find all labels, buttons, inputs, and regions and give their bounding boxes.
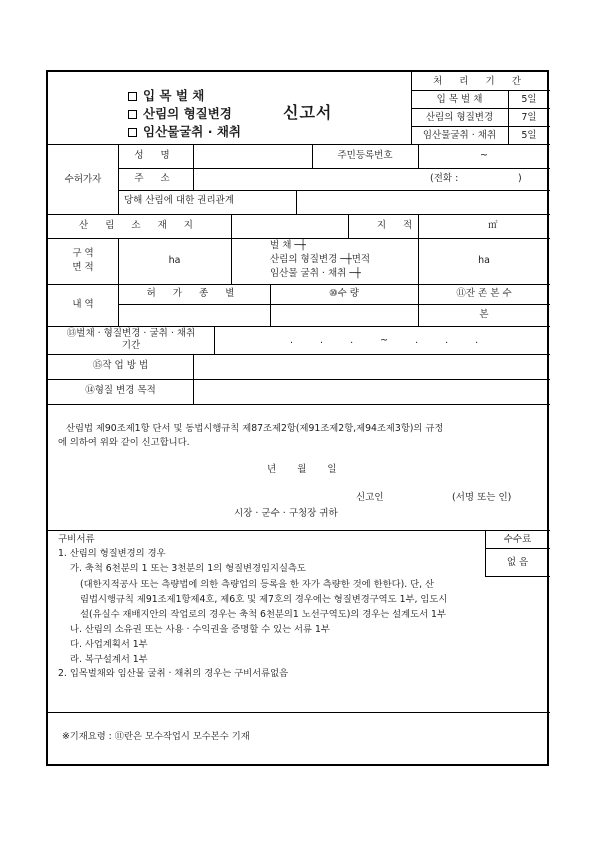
period-label-1: ⑬벌채 · 형질변경 · 굴취 · 채취 xyxy=(66,328,196,339)
checkbox xyxy=(128,128,137,137)
sign-label: (서명 또는 인) xyxy=(452,492,512,503)
fee-label: 수수료 xyxy=(503,534,532,545)
docs-line-4: 림법시행규칙 제91조제1항제4호, 제6호 및 제7호의 경우에는 형질변경구역도 1부, 임도시 xyxy=(80,594,448,605)
resident-number-label: 주민등록번호 xyxy=(337,150,393,161)
processing-days-land: 7일 xyxy=(521,112,537,123)
processing-label-felling: 입 목 벌 채 xyxy=(436,94,483,105)
area-label-1: 구 역 xyxy=(72,248,94,259)
processing-label-products: 임산물굴취 · 채취 xyxy=(422,130,497,141)
area-type-land-change: 산림의 형질변경 ─┼면적 xyxy=(270,254,371,265)
processing-days-products: 5일 xyxy=(521,130,537,141)
declaration-line-2: 에 의하여 위와 같이 신고합니다. xyxy=(58,437,190,448)
processing-label-land: 산림의 형질변경 xyxy=(425,112,494,123)
name-label: 성 명 xyxy=(134,150,177,161)
option-land-change: 산림의 형질변경 xyxy=(128,104,232,122)
docs-line-3: (대한지적공사 또는 측량법에 의한 측량업의 등록을 한 자가 측량한 것에 한한다). 단, 산 xyxy=(80,579,434,590)
permit-type-header: 허 가 종 별 xyxy=(146,288,242,299)
form-frame xyxy=(46,70,549,766)
applicant-section-label: 수허가자 xyxy=(64,174,102,185)
checkbox xyxy=(128,110,137,119)
resident-number-value: ~ xyxy=(480,150,488,161)
details-label: 내 역 xyxy=(72,299,94,310)
option-forest-products: 임산물굴취 · 채취 xyxy=(128,122,241,140)
processing-header: 처 리 기 간 xyxy=(433,76,528,87)
period-value: . . . ~ . . . xyxy=(290,335,491,346)
form-title: 신고서 xyxy=(283,103,333,122)
docs-line-9: 2. 입목벌채와 임산물 굴취 · 채취의 경우는 구비서류없음 xyxy=(58,668,289,679)
area-unit-left: ha xyxy=(168,255,181,266)
filling-note: ※기재요령 : ⑪란은 모수작업시 모수본수 기재 xyxy=(62,731,250,742)
remaining-count-unit: 본 xyxy=(479,309,489,320)
location-label: 산 림 소 재 지 xyxy=(79,220,200,231)
declaration-line-1: 산림법 제90조제1항 단서 및 동법시행규칙 제87조제2항(제91조제2항,제94조제3항)의 규정 xyxy=(66,423,444,434)
quantity-header: ⑩수 량 xyxy=(329,288,359,299)
area-label-2: 면 적 xyxy=(72,262,94,273)
address-label: 주 소 xyxy=(134,173,177,184)
work-method-label: ⑮작 업 방 법 xyxy=(92,360,149,371)
docs-line-1: 1. 산림의 형질변경의 경우 xyxy=(58,548,166,559)
period-label-2: 기간 xyxy=(121,340,141,351)
lot-unit: ㎡ xyxy=(488,220,498,231)
docs-line-7: 다. 사업계획서 1부 xyxy=(70,639,148,650)
phone-label: (전화 : xyxy=(430,173,459,184)
docs-header: 구비서류 xyxy=(58,534,95,545)
docs-line-5: 설(유실수 재배지안의 작업로의 경우는 축척 6천분의1 노선구역도)의 경우는 설계도서 1부 xyxy=(80,609,446,620)
fee-value: 없 음 xyxy=(506,557,529,568)
docs-line-2: 가. 축척 6천분의 1 또는 3천분의 1의 형질변경임지실측도 xyxy=(70,563,306,574)
option-tree-felling: 입 목 벌 채 xyxy=(128,86,204,104)
change-purpose-label: ⑭형질 변경 목적 xyxy=(85,385,156,396)
area-unit-right: ha xyxy=(478,255,490,266)
rights-label: 당해 산림에 대한 권리관계 xyxy=(124,195,235,206)
declarant-label: 신고인 xyxy=(356,492,384,503)
processing-days-felling: 5일 xyxy=(521,94,537,105)
recipient-label: 시장 · 군수 · 구청장 귀하 xyxy=(234,508,338,519)
declaration-date: 년 월 일 xyxy=(267,464,346,475)
checkbox xyxy=(128,92,137,101)
area-type-felling: 벌 채 ─┼ xyxy=(270,240,306,251)
lot-label: 지 적 xyxy=(376,220,420,231)
phone-close: ) xyxy=(518,173,522,184)
remaining-count-header: ⑪잔 존 본 수 xyxy=(456,288,512,299)
docs-line-6: 나. 산림의 소유권 또는 사용 · 수익권을 증명할 수 있는 서류 1부 xyxy=(70,624,330,635)
area-type-products: 임산물 굴취 · 채취 ─┼ xyxy=(270,268,361,279)
docs-line-8: 라. 복구설계서 1부 xyxy=(70,654,148,665)
